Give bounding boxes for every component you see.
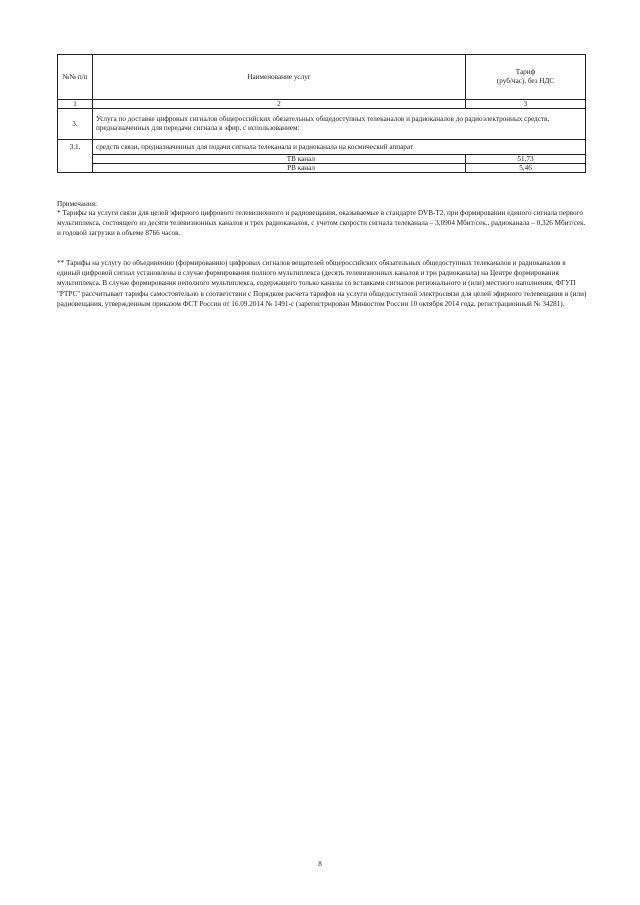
note-2: ** Тарифы на услугу по объединению (формированию) цифровых сигналов вещателей общероссийских обязательных общедоступных телеканалов и радиоканалов в единый цифровой сигнал установлены в случае формирования полного мультиплекса (десять телевизионных каналов и три радиоканала) на Центре формирования мультиплекса. В случае формирования неполного мультиплекса, содержащего только каналы со вставками сигналов регионального и (или) местного наполнения, ФГУП "РТРС" рассчитывает тарифы самостоятельно в соответствии с Порядком расчета тарифов на услуги общедоступной электросвязи для целей эфирного телевещания и (или) радиовещания, утвержденным приказом ФСТ России от 16.09.2014 № 1491-с (зарегистрирован Минюстом России 10 октября 2014 года, регистрационный № 34281).: [57, 259, 587, 308]
page-number: 8: [318, 860, 322, 868]
column-index-1: 1: [58, 100, 93, 109]
column-index-3: 3: [466, 100, 586, 109]
header-service-name: Наименование услуг: [93, 55, 466, 100]
row-number: 3.1.: [58, 140, 93, 155]
table-row: [58, 109, 586, 140]
header-number: №№ п/п: [58, 55, 93, 100]
tariff-table: [57, 54, 586, 173]
tariff-value: 51,73: [466, 155, 586, 164]
channel-label: ТВ канал: [93, 155, 466, 164]
row-number-empty: [58, 155, 93, 164]
service-description: Услуга по доставке цифровых сигналов общероссийских обязательных общедоступных телеканалов и радиоканалов до радиоэлектронных средств, предназначенных для передачи сигнала в эфир, с использованием:: [93, 109, 586, 140]
tariff-value: 5,46: [466, 164, 586, 173]
header-tariff-line2: (руб/час), без НДС: [496, 77, 555, 85]
table-row: [58, 155, 586, 164]
table-row: [58, 164, 586, 173]
service-description: средств связи, предназначенных для подачи сигнала телеканала и радиоканала на космический аппарат: [93, 140, 586, 155]
channel-label: РВ канал: [93, 164, 466, 173]
table-row: [58, 140, 586, 155]
column-index-2: 2: [93, 100, 466, 109]
header-tariff: [466, 55, 586, 100]
table-header-row: [58, 55, 586, 100]
column-index-row: [58, 100, 586, 109]
notes-title: Примечания:: [57, 200, 97, 208]
row-number-empty: [58, 164, 93, 173]
note-1: * Тарифы на услуги связи для целей эфирного цифрового телевизионного и радиовещания, оказываемые в стандарте DVB-T2, при формировании единого сигнала первого мультиплекса, состоящего из десяти телевизионных каналов и трех радиоканалов, с учетом скорости сигнала телеканала – 3,0904 Мбит/сек., радиоканала – 0,326 Мбит/сек. и годовой загрузки в объеме 8766 часов.: [57, 209, 586, 238]
row-number: 3.: [58, 109, 93, 140]
header-tariff-line1: Тариф: [515, 68, 536, 76]
